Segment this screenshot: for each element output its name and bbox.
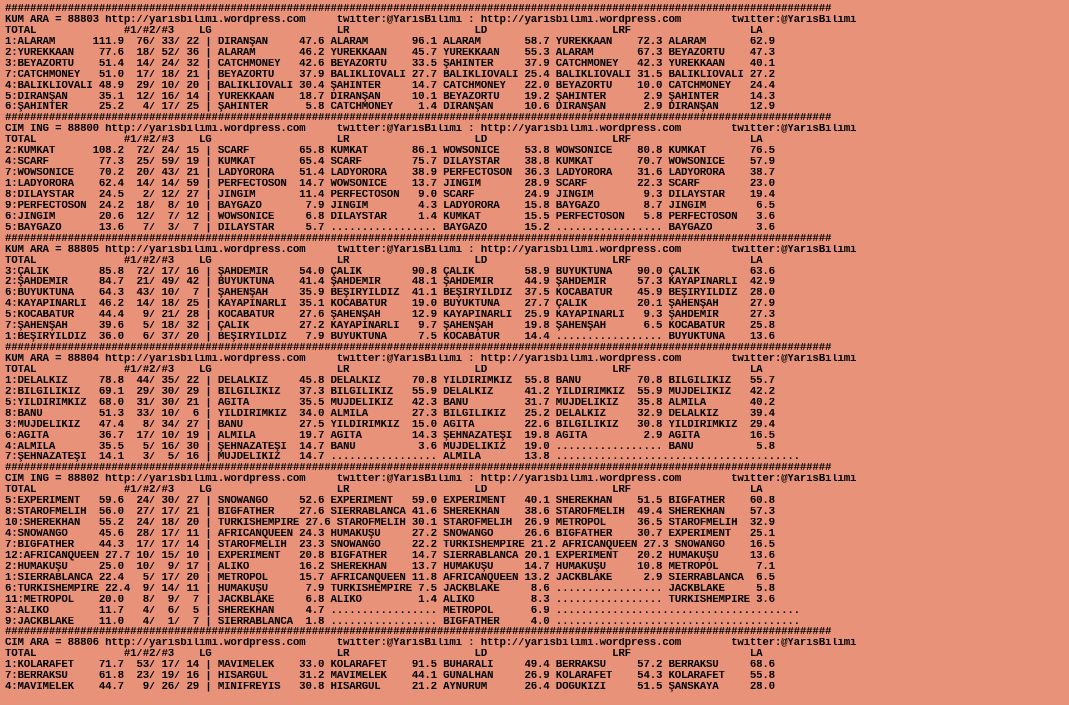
table-row: 10:SHEREKHAN 55.2 24/ 18/ 20 | TURKISHEMPIRE 27.6 STAROFMELİH 30.1 STAROFMELİH 26.9 METROPOL 36.5 STAROFMELİH 32.9	[5, 518, 775, 529]
table-row: 12:AFRICANQUEEN 27.7 10/ 15/ 10 | EXPERIMENT 20.8 BIGFATHER 14.7 SIERRABLANCA 20.1 EXPERIMENT 20.2 HUMAKUŞU 13.6	[5, 550, 775, 562]
table-row: 1:ALARAM 111.9 76/ 33/ 22 | DİRANŞAN 47.6 ALARAM 96.1 ALARAM 58.7 YÜREKKAAN 72.3 ALARAM 62.9	[5, 36, 775, 48]
race-header: CIM ING = 88802 http://yarisbilimi.wordpress.com twitter:@YarisBilimi : http://yarisbilimi.wordpress.com twitter:@YarisBilimi	[5, 474, 857, 486]
table-row: 3:ÇALIK 85.8 72/ 17/ 16 | ŞAHDEMİR 54.0 ÇALIK 90.8 ÇALIK 58.9 BÜYÜKTUNA 90.0 ÇALIK 63.6	[5, 266, 775, 278]
table-row: 6:ŞAHİNTER 25.2 4/ 17/ 25 | ŞAHİNTER 5.8 CATCHMONEY 1.4 DİRANŞAN 10.6 DİRANŞAN 2.9 DİRANŞAN 12.9	[5, 102, 775, 114]
race-header: KUM ARA = 88804 http://yarisbilimi.wordpress.com twitter:@YarisBilimi : http://yarisbilimi.wordpress.com twitter:@YarisBilimi	[5, 354, 857, 365]
table-row: 2:BİLGİLİKIZ 69.1 29/ 30/ 29 | BİLGİLİKIZ 37.3 BİLGİLİKIZ 55.9 DELALKIZ 41.2 YILDIRIMKIZ 55.9 MÜJDELİKIZ 42.2	[5, 386, 775, 398]
table-row: 6:TURKISHEMPIRE 22.4 9/ 14/ 11 | HUMAKUŞU 7.9 TURKISHEMPIRE 7.5 JACKBLAKE 8.6 ................. JACKBLAKE 5.8	[5, 583, 775, 595]
column-header: TOTAL #1/#2/#3 LG LR LD LRF LA	[5, 485, 763, 497]
table-row: 7:ŞAHENŞAH 39.6 5/ 18/ 32 | ÇALIK 27.2 KAYAPINARLI 9.7 ŞAHENŞAH 19.8 ŞAHENŞAH 6.5 KOCABATUR 25.8	[5, 321, 775, 333]
table-row: 3:ALİKO 11.7 4/ 6/ 5 | SHEREKHAN 4.7 ................. METROPOL 6.9 .......................................	[5, 605, 800, 617]
table-row: 9:PERFECTOSON 24.2 18/ 8/ 10 | BAYGAZO 7.9 JINGIM 4.3 LADYORORA 15.8 BAYGAZO 8.7 JINGIM 6.5	[5, 200, 775, 212]
table-row: 4:SCARF 77.3 25/ 59/ 19 | KUMKAT 65.4 SCARF 75.7 DİLAYSTAR 38.8 KUMKAT 70.7 WOWSONICE 57.9	[5, 157, 775, 169]
table-row: 11:METROPOL 20.0 8/ 9/ 7 | JACKBLAKE 6.8 ALİKO 1.4 ALİKO 8.3 ................. TURKISHEMPIRE 3.6	[5, 594, 775, 606]
table-row: 4:SNOWANGO 45.6 28/ 17/ 11 | AFRICANQUEEN 24.3 HUMAKUŞU 27.2 SNOWANGO 26.6 BIGFATHER 30.7 EXPERIMENT 25.1	[5, 529, 775, 540]
column-header: TOTAL #1/#2/#3 LG LR LD LRF LA	[5, 25, 763, 37]
separator-line: ####################################################################################################################################	[5, 343, 832, 354]
race-header: CIM ING = 88800 http://yarisbilimi.wordpress.com twitter:@YarisBilimi : http://yarisbilimi.wordpress.com twitter:@YarisBilimi	[5, 124, 857, 136]
table-row: 9:JACKBLAKE 11.0 4/ 1/ 7 | SIERRABLANCA 1.8 ................. BIGFATHER 4.0 .......................................	[5, 616, 800, 628]
table-row: 1:DELALKIZ 78.8 44/ 35/ 22 | DELALKIZ 45.8 DELALKIZ 70.8 YILDIRIMKIZ 55.8 BANU 70.8 BİLGİLİKIZ 55.7	[5, 375, 775, 387]
table-row: 7:BERRAKSU 61.8 23/ 19/ 16 | HİSARGÜL 31.2 MAVİMELEK 44.1 GÜNALHAN 26.9 KOLARAFET 54.3 KOLARAFET 55.8	[5, 671, 775, 683]
table-row: 8:STAROFMELİH 56.0 27/ 17/ 21 | BIGFATHER 27.6 SIERRABLANCA 41.6 SHEREKHAN 38.6 STAROFMELİH 49.4 SHEREKHAN 57.3	[5, 507, 775, 519]
table-row: 4:BALIKLIOVALI 48.9 29/ 10/ 20 | BALIKLIOVALI 30.4 ŞAHİNTER 14.7 CATCHMONEY 22.0 BEYAZÖRTÜ 10.0 CATCHMONEY 24.4	[5, 80, 775, 92]
table-row: 2:ŞAHDEMİR 84.7 21/ 49/ 42 | BÜYÜKTUNA 41.4 ŞAHDEMİR 48.1 ŞAHDEMİR 44.9 ŞAHDEMİR 57.3 KAYAPINARLI 42.9	[5, 277, 775, 289]
table-row: 2:KUMKAT 108.2 72/ 24/ 15 | SCARF 65.8 KUMKAT 86.1 WOWSONICE 53.8 WOWSONICE 80.8 KUMKAT 76.5	[5, 146, 775, 158]
table-row: 7:BIGFATHER 44.3 17/ 17/ 14 | STAROFMELİH 23.3 SNOWANGO 22.2 TURKISHEMPIRE 21.2 AFRICANQUEEN 27.3 SNOWANGO 16.5	[5, 539, 775, 551]
table-row: 2:YÜREKKAAN 77.6 18/ 52/ 36 | ALARAM 46.2 YÜREKKAAN 45.7 YÜREKKAAN 55.3 ALARAM 67.3 BEYAZÖRTÜ 47.3	[5, 47, 775, 59]
table-row: 3:MÜJDELİKIZ 47.4 8/ 34/ 27 | BANU 27.5 YILDIRIMKIZ 15.0 AĞITA 22.6 BİLGİLİKIZ 30.8 YILDIRIMKIZ 29.4	[5, 419, 775, 431]
table-row: 5:DİRANŞAN 35.1 12/ 16/ 14 | YÜREKKAAN 18.7 DİRANŞAN 10.1 BEYAZÖRTÜ 19.2 ŞAHİNTER 2.9 ŞAHİNTER 14.3	[5, 91, 775, 103]
table-row: 6:JINGIM 20.6 12/ 7/ 12 | WOWSONICE 6.8 DİLAYSTAR 1.4 KUMKAT 15.5 PERFECTOSON 5.8 PERFECTOSON 3.6	[5, 211, 775, 223]
table-row: 5:EXPERIMENT 59.6 24/ 30/ 27 | SNOWANGO 52.6 EXPERIMENT 59.0 EXPERIMENT 40.1 SHEREKHAN 51.5 BIGFATHER 60.8	[5, 496, 775, 508]
separator-line: ####################################################################################################################################	[5, 113, 832, 125]
separator-line: ####################################################################################################################################	[5, 463, 832, 475]
column-header: TOTAL #1/#2/#3 LG LR LD LRF LA	[5, 649, 763, 661]
table-row: 1:KOLARAFET 71.7 53/ 17/ 14 | MAVİMELEK 33.0 KOLARAFET 91.5 BUHARALI 49.4 BERRAKSU 57.2 BERRAKSU 68.6	[5, 660, 775, 672]
separator-line: ####################################################################################################################################	[5, 627, 832, 639]
table-row: 7:CATCHMONEY 51.0 17/ 18/ 21 | BEYAZÖRTÜ 37.9 BALIKLIOVALI 27.7 BALIKLIOVALI 25.4 BALIKLIOVALI 31.5 BALIKLIOVALI 27.2	[5, 69, 775, 81]
column-header: TOTAL #1/#2/#3 LG LR LD LRF LA	[5, 135, 763, 147]
column-header: TOTAL #1/#2/#3 LG LR LD LRF LA	[5, 255, 763, 267]
table-row: 5:KOCABATUR 44.4 9/ 21/ 28 | KOCABATUR 27.6 ŞAHENŞAH 12.9 KAYAPINARLI 25.9 KAYAPINARLI 9.3 ŞAHDEMİR 27.3	[5, 310, 775, 322]
table-row: 6:BÜYÜKTUNA 64.3 43/ 10/ 7 | ŞAHENŞAH 35.9 BEŞİRYILDIZ 41.1 BEŞİRYILDIZ 37.5 KOCABATUR 45.9 BEŞİRYILDIZ 28.0	[5, 288, 775, 300]
table-row: 3:BEYAZÖRTÜ 51.4 14/ 24/ 32 | CATCHMONEY 42.6 BEYAZÖRTÜ 33.5 ŞAHİNTER 37.9 CATCHMONEY 42.3 YÜREKKAAN 40.1	[5, 58, 775, 70]
column-header: TOTAL #1/#2/#3 LG LR LD LRF LA	[5, 364, 763, 376]
table-row: 1:LADYORORA 62.4 14/ 14/ 59 | PERFECTOSON 14.7 WOWSONICE 13.7 JINGIM 28.9 SCARF 22.3 SCARF 23.0	[5, 179, 775, 190]
race-header: KUM ARA = 88805 http://yarisbilimi.wordpress.com twitter:@YarisBilimi : http://yarisbilimi.wordpress.com twitter:@YarisBilimi	[5, 244, 857, 256]
table-row: 6:AĞITA 36.7 17/ 10/ 19 | ALMILA 19.7 AĞITA 14.3 ŞEHNAZATEŞİ 19.8 AĞITA 2.9 AĞITA 16.5	[5, 430, 775, 442]
table-row: 4:KAYAPINARLI 46.2 14/ 18/ 25 | KAYAPINARLI 35.1 KOCABATUR 19.0 BÜYÜKTUNA 27.7 ÇALIK 20.1 ŞAHENŞAH 27.9	[5, 299, 775, 311]
table-row: 2:HUMAKUŞU 25.0 10/ 9/ 17 | ALİKO 16.2 SHEREKHAN 13.7 HUMAKUŞU 14.7 HUMAKUŞU 10.8 METROPOL 7.1	[5, 561, 775, 573]
table-row: 7:WOWSONICE 70.2 20/ 43/ 21 | LADYORORA 51.4 LADYORORA 38.9 PERFECTOSON 36.3 LADYORORA 31.6 LADYORORA 38.7	[5, 168, 775, 179]
race-header: KUM ARA = 88803 http://yarisbilimi.wordpress.com twitter:@YarisBilimi : http://yarisbilimi.wordpress.com twitter:@YarisBilimi	[5, 14, 857, 26]
table-row: 1:SIERRABLANCA 22.4 5/ 17/ 20 | METROPOL 15.7 AFRICANQUEEN 11.8 AFRICANQUEEN 13.2 JACKBLAKE 2.9 SIERRABLANCA 6.5	[5, 572, 775, 584]
table-row: 7:ŞEHNAZATEŞİ 14.1 3/ 5/ 16 | MÜJDELİKIZ 14.7 ................. ALMILA 13.8 .......................................	[5, 452, 800, 464]
table-row: 8:BANU 51.3 33/ 10/ 6 | YILDIRIMKIZ 34.0 ALMILA 27.3 BİLGİLİKIZ 25.2 DELALKIZ 32.9 DELALKIZ 39.4	[5, 408, 775, 420]
table-row: 5:YILDIRIMKIZ 68.0 31/ 30/ 21 | AĞITA 35.5 MÜJDELİKIZ 42.3 BANU 31.7 MÜJDELİKIZ 35.8 ALMILA 40.2	[5, 397, 775, 409]
separator-line: ####################################################################################################################################	[5, 233, 832, 245]
table-row: 4:MAVİMELEK 44.7 9/ 26/ 29 | MİNİFREYİS 30.8 HİSARGÜL 21.2 AYNURUM 26.4 DOĞUKIZI 51.5 ŞANSKAYA 28.0	[5, 682, 775, 694]
race-header: CIM ARA = 88806 http://yarisbilimi.wordpress.com twitter:@YarisBilimi : http://yarisbilimi.wordpress.com twitter:@YarisBilimi	[5, 638, 857, 650]
table-row: 1:BEŞİRYILDIZ 36.0 6/ 37/ 20 | BEŞİRYILDIZ 7.9 BÜYÜKTUNA 7.5 KOCABATUR 14.4 ................. BÜYÜKTUNA 13.6	[5, 332, 775, 344]
table-row: 8:DİLAYSTAR 24.5 2/ 12/ 27 | JINGIM 11.4 PERFECTOSON 9.0 SCARF 24.9 JINGIM 9.3 DİLAYSTAR 19.4	[5, 189, 775, 201]
separator-line: ####################################################################################################################################	[5, 4, 832, 15]
table-row: 4:ALMILA 35.5 5/ 16/ 30 | ŞEHNAZATEŞİ 14.7 BANU 3.6 MÜJDELİKIZ 19.0 ................. BANU 5.8	[5, 441, 775, 453]
table-row: 5:BAYGAZO 13.6 7/ 3/ 7 | DİLAYSTAR 5.7 ................. BAYGAZO 15.2 ................. BAYGAZO 3.6	[5, 222, 775, 234]
